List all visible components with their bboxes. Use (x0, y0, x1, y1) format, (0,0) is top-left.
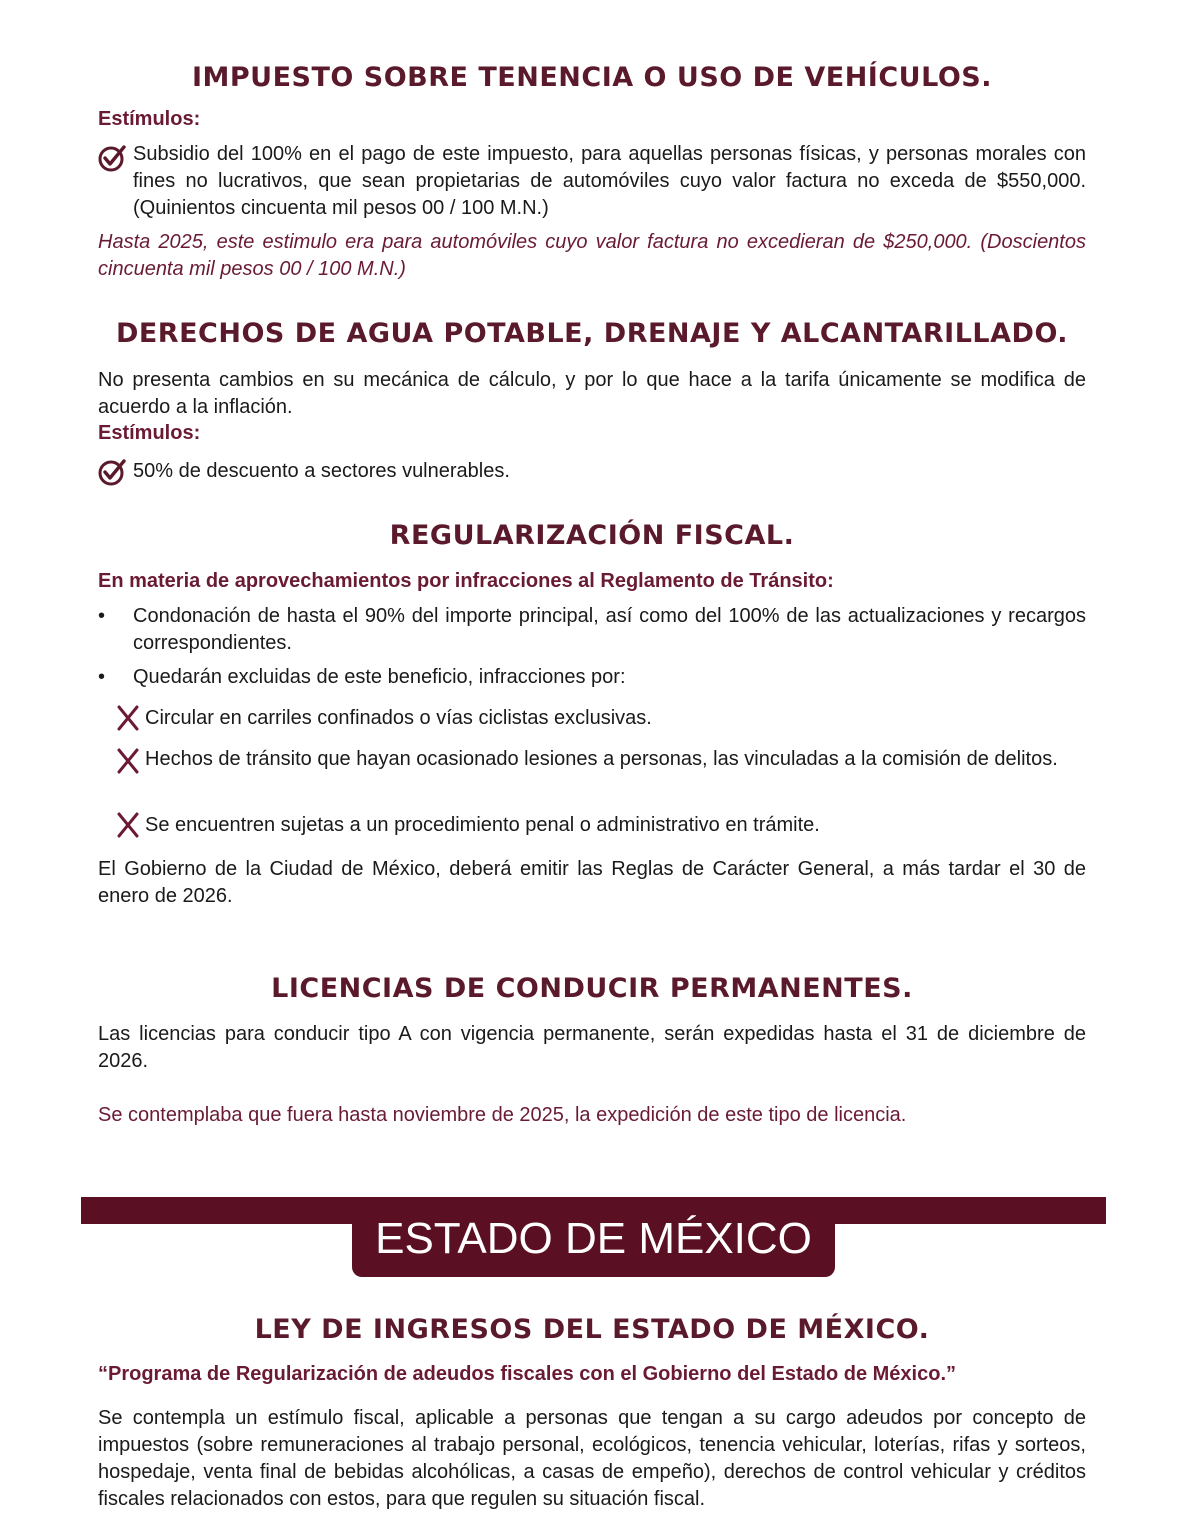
programa-subtitle: “Programa de Regularización de adeudos fiscales con el Gobierno del Estado de México.” (98, 1363, 957, 1385)
cross-icon (116, 748, 140, 774)
check-circle-icon (97, 143, 127, 173)
check-circle-icon (97, 457, 127, 487)
regularizacion-bullet: Quedarán excluidas de este beneficio, infracciones por: (133, 666, 626, 688)
exclusion-item: Hechos de tránsito que hayan ocasionado lesiones a personas, las vinculadas a la comisión de delitos. (145, 748, 1058, 770)
banner-title: ESTADO DE MÉXICO (375, 1214, 812, 1263)
agua-item: 50% de descuento a sectores vulnerables. (133, 460, 510, 482)
tenencia-note: Hasta 2025, este estimulo era para automóviles cuyo valor factura no excedieran de $250,000. (Doscientos cincuenta mil pesos 00 / 100 M.N.) (98, 231, 1086, 280)
section-title-licencias: LICENCIAS DE CONDUCIR PERMANENTES. (271, 973, 913, 1004)
estado-text: Se contempla un estímulo fiscal, aplicable a personas que tengan a su cargo adeudos por concepto de impuestos (sobre remuneraciones al trabajo personal, ecológicos, tenencia vehicular, loterías, rifas y sorteos, hospedaje, venta final de bebidas alcohólicas, a casas de empeño), derechos de control vehicular y créditos fiscales relacionados con estos, para que regulen su situación fiscal. (98, 1407, 1086, 1510)
estimulos-label: Estímulos: (98, 108, 201, 130)
section-banner (352, 1205, 835, 1277)
estimulos-label: Estímulos: (98, 422, 201, 444)
exclusion-item: Se encuentren sujetas a un procedimiento penal o administrativo en trámite. (145, 814, 820, 836)
section-title-ley-ingresos: LEY DE INGRESOS DEL ESTADO DE MÉXICO. (254, 1314, 930, 1345)
section-title-regularizacion: REGULARIZACIÓN FISCAL. (389, 520, 795, 551)
exclusion-item: Circular en carriles confinados o vías ciclistas exclusivas. (145, 707, 652, 729)
regularizacion-bullet: Condonación de hasta el 90% del importe principal, así como del 100% de las actualizaciones y recargos correspondientes. (133, 605, 1086, 654)
bullet-dot: • (98, 666, 106, 688)
licencias-note: Se contemplaba que fuera hasta noviembre de 2025, la expedición de este tipo de licencia. (98, 1104, 907, 1126)
tenencia-item: Subsidio del 100% en el pago de este impuesto, para aquellas personas físicas, y personas morales con fines no lucrativos, que sean propietarias de automóviles cuyo valor factura no exceda de $550,000. (Quinientos cincuenta mil pesos 00 / 100 M.N.) (133, 143, 1086, 219)
regularizacion-closing: El Gobierno de la Ciudad de México, deberá emitir las Reglas de Carácter General, a más tardar el 30 de enero de 2026. (98, 858, 1086, 907)
cross-icon (116, 812, 140, 838)
cross-icon (116, 705, 140, 731)
section-title-agua: DERECHOS DE AGUA POTABLE, DRENAJE Y ALCANTARILLADO. (115, 318, 1069, 349)
bullet-dot: • (98, 605, 106, 627)
agua-text: No presenta cambios en su mecánica de cálculo, y por lo que hace a la tarifa únicamente se modifica de acuerdo a la inflación. (98, 369, 1086, 418)
section-title-tenencia: IMPUESTO SOBRE TENENCIA O USO DE VEHÍCULOS. (191, 62, 992, 93)
regularizacion-subtitle: En materia de aprovechamientos por infracciones al Reglamento de Tránsito: (98, 570, 834, 592)
licencias-text: Las licencias para conducir tipo A con vigencia permanente, serán expedidas hasta el 31 de diciembre de 2026. (98, 1023, 1086, 1072)
